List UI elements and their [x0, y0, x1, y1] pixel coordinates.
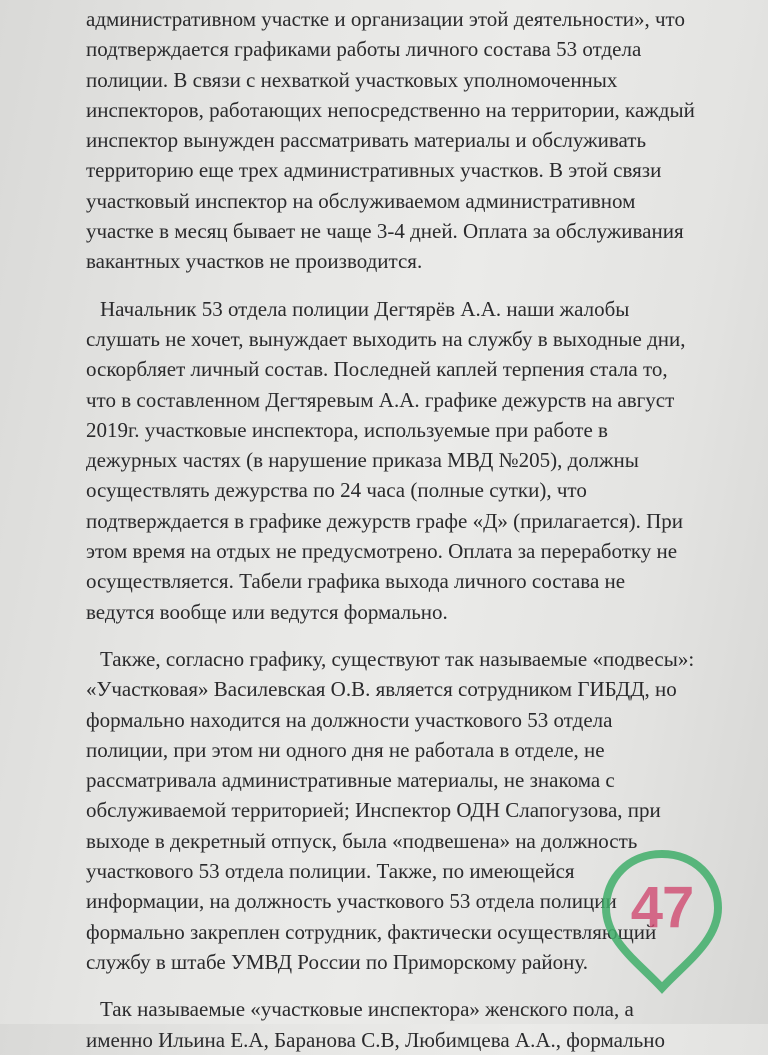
- paragraph-3: Также, согласно графику, существуют так называемые «подвесы»: «Участковая» Василевская О.В. является сотрудником ГИБДД, но формально находится на должности участкового 53 отдела полиции, при этом ни одного дня не работала в отделе, не рассматривала административные материалы, не знакома с обслуживаемой территорией; Инспектор ОДН Слапогузова, при выходе в декретный отпуск, была «подвешена» на должность участкового 53 отдела полиции. Также, по имеющейся информации, на должность участкового 53 отдела полиции формально закреплен сотрудник, фактически осуществляющий службу в штабе УМВД России по Приморскому району.: [86, 646, 695, 974]
- paragraph-4: Так называемые «участковые инспектора» женского пола, а именно Ильина Е.А, Баранова С.В, Любимцева А.А., формально: [86, 997, 665, 1052]
- paragraph-2: Начальник 53 отдела полиции Дегтярёв А.А. наши жалобы слушать не хочет, вынуждает выходить на службу в выходные дни, оскорбляет личный состав. Последней каплей терпения стала то, что в составленном Дегтяревым А.А. графике дежурств на август 2019г. участковые инспектора, используемые при работе в дежурных частях (в нарушение приказа МВД №205), должны осуществлять дежурства по 24 часа (полные сутки), что подтверждается в графике дежурств графе «Д» (прилагается). При этом время на отдых не предусмотрено. Оплата за переработку не осуществляется. Табели графика выхода личного состава не ведутся вообще или ведутся формально.: [86, 296, 686, 624]
- watermark-number: 47: [630, 875, 694, 940]
- paragraph-1: административном участке и организации этой деятельности», что подтверждается графиками работы личного состава 53 отдела полиции. В связи с нехваткой участковых уполномоченных инспекторов, работающих непосредственно на территории, каждый инспектор вынужден рассматривать материалы и обслуживать территорию еще трех административных участков. В этой связи участковый инспектор на обслуживаемом административном участке в месяц бывает не чаще 3-4 дней. Оплата за обслуживания вакантных участков не производится.: [86, 7, 695, 274]
- watermark-logo: [596, 846, 728, 996]
